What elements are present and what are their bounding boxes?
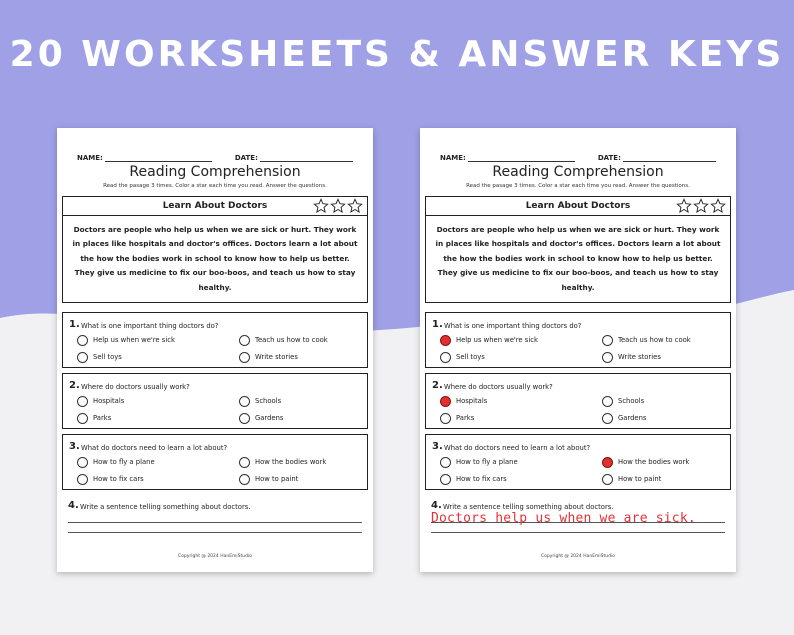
answer-option[interactable] bbox=[440, 351, 602, 363]
answer-option[interactable] bbox=[239, 473, 369, 485]
name-date-row bbox=[425, 152, 731, 162]
answer-option[interactable] bbox=[77, 395, 239, 407]
answer-option[interactable] bbox=[239, 395, 369, 407]
question-text: Write a sentence telling something about doctors. bbox=[443, 503, 614, 511]
radio-bubble[interactable] bbox=[239, 396, 250, 407]
option-label: How to paint bbox=[255, 475, 299, 483]
star-icon bbox=[676, 198, 692, 214]
option-label: Gardens bbox=[618, 414, 647, 422]
answer-option[interactable] bbox=[77, 334, 239, 346]
name-label: NAME: bbox=[440, 154, 466, 162]
name-date-row bbox=[62, 152, 368, 162]
radio-bubble[interactable] bbox=[77, 352, 88, 363]
radio-bubble[interactable] bbox=[77, 413, 88, 424]
reading-stars bbox=[313, 198, 363, 214]
date-line bbox=[260, 161, 353, 162]
option-label: Schools bbox=[618, 397, 645, 405]
answer-option[interactable] bbox=[440, 395, 602, 407]
topic-header bbox=[62, 196, 368, 216]
answer-option[interactable] bbox=[239, 334, 369, 346]
passage-text: Doctors are people who help us when we are sick or hurt. They work in places like hospitals and doctor's offices. Doctors learn a lot about the how the bodies work in school to know how to help us better. They give us medicine to fix our boo-boos, and teach us how to stay healthy. bbox=[425, 216, 731, 303]
star-icon bbox=[313, 198, 329, 214]
radio-bubble[interactable] bbox=[239, 413, 250, 424]
topic-title: Learn About Doctors bbox=[162, 201, 268, 211]
question-2 bbox=[62, 373, 368, 429]
answer-option[interactable] bbox=[602, 334, 732, 346]
answer-option[interactable] bbox=[440, 412, 602, 424]
answer-option[interactable] bbox=[602, 351, 732, 363]
star-icon bbox=[330, 198, 346, 214]
option-label: Hospitals bbox=[456, 397, 488, 405]
worksheet-answer-key bbox=[420, 128, 736, 572]
option-label: Write stories bbox=[255, 353, 298, 361]
answer-option[interactable] bbox=[440, 334, 602, 346]
radio-bubble-filled[interactable] bbox=[440, 396, 451, 407]
worksheet-title: Reading Comprehension bbox=[492, 164, 664, 180]
banner-title: 20 WORKSHEETS & ANSWER KEYS bbox=[9, 34, 785, 75]
date-line bbox=[623, 161, 716, 162]
answer-option[interactable] bbox=[602, 395, 732, 407]
option-label: How to paint bbox=[618, 475, 662, 483]
answer-option[interactable] bbox=[602, 412, 732, 424]
question-number: 1. bbox=[432, 319, 443, 330]
answer-option[interactable] bbox=[239, 412, 369, 424]
radio-bubble[interactable] bbox=[440, 457, 451, 468]
instructions: Read the pasage 3 times. Color a star each time you read. Answer the questions. bbox=[103, 183, 327, 189]
writing-line[interactable] bbox=[68, 523, 362, 533]
radio-bubble[interactable] bbox=[239, 474, 250, 485]
question-text: What is one important thing doctors do? bbox=[444, 322, 582, 330]
option-label: Hospitals bbox=[93, 397, 125, 405]
name-label: NAME: bbox=[77, 154, 103, 162]
question-number: 2. bbox=[69, 380, 80, 391]
radio-bubble-filled[interactable] bbox=[440, 335, 451, 346]
option-label: Schools bbox=[255, 397, 282, 405]
question-4 bbox=[62, 499, 368, 533]
option-label: Parks bbox=[93, 414, 112, 422]
reading-stars bbox=[676, 198, 726, 214]
answer-option[interactable] bbox=[239, 351, 369, 363]
answer-option[interactable] bbox=[440, 473, 602, 485]
topic-title: Learn About Doctors bbox=[525, 201, 631, 211]
date-label: DATE: bbox=[234, 154, 258, 162]
option-label: Sell toys bbox=[456, 353, 485, 361]
radio-bubble[interactable] bbox=[440, 474, 451, 485]
question-number: 4. bbox=[68, 500, 79, 511]
option-label: How to fix cars bbox=[456, 475, 507, 483]
option-label: Help us when we're sick bbox=[93, 336, 175, 344]
answer-option[interactable] bbox=[77, 456, 239, 468]
question-3 bbox=[425, 434, 731, 490]
answer-option[interactable] bbox=[239, 456, 369, 468]
question-text: What is one important thing doctors do? bbox=[81, 322, 219, 330]
answer-option[interactable] bbox=[602, 473, 732, 485]
question-1 bbox=[62, 312, 368, 368]
radio-bubble[interactable] bbox=[602, 335, 613, 346]
option-label: Teach us how to cook bbox=[618, 336, 691, 344]
question-number: 4. bbox=[431, 500, 442, 511]
question-text: Where do doctors usually work? bbox=[444, 383, 553, 391]
question-number: 1. bbox=[69, 319, 80, 330]
option-label: Teach us how to cook bbox=[255, 336, 328, 344]
worksheet-title: Reading Comprehension bbox=[129, 164, 301, 180]
radio-bubble[interactable] bbox=[602, 413, 613, 424]
worksheet-blank bbox=[57, 128, 373, 572]
option-label: How the bodies work bbox=[255, 458, 327, 466]
question-4 bbox=[425, 499, 731, 533]
radio-bubble[interactable] bbox=[602, 396, 613, 407]
option-label: How the bodies work bbox=[618, 458, 690, 466]
radio-bubble[interactable] bbox=[602, 352, 613, 363]
option-label: Sell toys bbox=[93, 353, 122, 361]
date-label: DATE: bbox=[597, 154, 621, 162]
question-text: Where do doctors usually work? bbox=[81, 383, 190, 391]
answer-option[interactable] bbox=[77, 412, 239, 424]
question-number: 3. bbox=[69, 441, 80, 452]
radio-bubble[interactable] bbox=[77, 335, 88, 346]
question-text: Write a sentence telling something about doctors. bbox=[80, 503, 251, 511]
option-label: Write stories bbox=[618, 353, 661, 361]
radio-bubble[interactable] bbox=[77, 396, 88, 407]
radio-bubble[interactable] bbox=[440, 352, 451, 363]
option-label: How to fly a plane bbox=[456, 458, 518, 466]
answer-option[interactable] bbox=[602, 456, 732, 468]
question-3 bbox=[62, 434, 368, 490]
star-icon bbox=[693, 198, 709, 214]
question-text: What do doctors need to learn a lot about? bbox=[444, 444, 591, 452]
radio-bubble[interactable] bbox=[440, 413, 451, 424]
option-label: Parks bbox=[456, 414, 475, 422]
question-2 bbox=[425, 373, 731, 429]
copyright-text: Copyright @ 2024 HanEmiStudio bbox=[177, 554, 253, 559]
instructions: Read the pasage 3 times. Color a star each time you read. Answer the questions. bbox=[466, 183, 690, 189]
radio-bubble[interactable] bbox=[77, 474, 88, 485]
topic-header bbox=[425, 196, 731, 216]
name-line bbox=[468, 161, 575, 162]
answer-option[interactable] bbox=[440, 456, 602, 468]
name-line bbox=[105, 161, 212, 162]
question-number: 2. bbox=[432, 380, 443, 391]
question-number: 3. bbox=[432, 441, 443, 452]
radio-bubble[interactable] bbox=[239, 352, 250, 363]
question-text: What do doctors need to learn a lot about? bbox=[81, 444, 228, 452]
radio-bubble[interactable] bbox=[239, 335, 250, 346]
answer-option[interactable] bbox=[77, 351, 239, 363]
question-1 bbox=[425, 312, 731, 368]
star-icon bbox=[347, 198, 363, 214]
radio-bubble-filled[interactable] bbox=[602, 457, 613, 468]
option-label: Help us when we're sick bbox=[456, 336, 538, 344]
answer-sentence: Doctors help us when we are sick. bbox=[431, 511, 696, 526]
radio-bubble[interactable] bbox=[239, 457, 250, 468]
star-icon bbox=[710, 198, 726, 214]
radio-bubble[interactable] bbox=[77, 457, 88, 468]
passage-text: Doctors are people who help us when we are sick or hurt. They work in places like hospitals and doctor's offices. Doctors learn a lot about the how the bodies work in school to know how to help us better. They give us medicine to fix our boo-boos, and teach us how to stay healthy. bbox=[62, 216, 368, 303]
copyright-text: Copyright @ 2024 HanEmiStudio bbox=[540, 554, 616, 559]
radio-bubble[interactable] bbox=[602, 474, 613, 485]
answer-option[interactable] bbox=[77, 473, 239, 485]
option-label: How to fix cars bbox=[93, 475, 144, 483]
option-label: Gardens bbox=[255, 414, 284, 422]
option-label: How to fly a plane bbox=[93, 458, 155, 466]
writing-line[interactable] bbox=[68, 513, 362, 523]
